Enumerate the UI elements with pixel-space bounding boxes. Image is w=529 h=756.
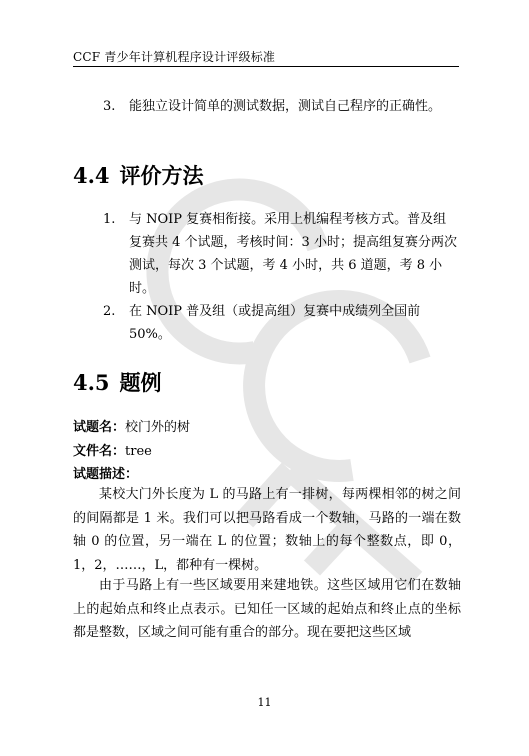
problem-name-value: 校门外的树 bbox=[125, 420, 191, 435]
list-text: 能独立设计简单的测试数据，测试自己程序的正确性。 bbox=[129, 99, 442, 114]
header-rule bbox=[73, 66, 459, 67]
section-number: 4.5 bbox=[73, 370, 110, 395]
list-number: 1. bbox=[103, 212, 116, 227]
section-title: 评价方法 bbox=[119, 163, 204, 188]
page-number: 11 bbox=[257, 696, 272, 709]
section-heading-4-5 bbox=[73, 367, 162, 397]
list-text: 在 NOIP 普及组（或提高组）复赛中成绩列全国前 50%。 bbox=[129, 304, 421, 342]
list-item bbox=[103, 208, 459, 300]
problem-name-label: 试题名： bbox=[73, 420, 126, 435]
section-number: 4.4 bbox=[73, 163, 110, 188]
running-header: CCF 青少年计算机程序设计评级标准 bbox=[73, 50, 276, 64]
list-item bbox=[103, 95, 459, 118]
section-title: 题例 bbox=[119, 370, 162, 395]
list-number: 3. bbox=[103, 99, 116, 114]
section-heading-4-4 bbox=[73, 160, 204, 190]
problem-name-field bbox=[73, 416, 190, 435]
file-name-label: 文件名： bbox=[73, 444, 126, 459]
description-label: 试题描述： bbox=[73, 467, 139, 482]
list-text: 与 NOIP 复赛相衔接。采用上机编程考核方式。普及组复赛共 4 个试题，考核时间：3 小时；提高组复赛分两次测试，每次 3 个试题，考 4 小时，共 6 道题，考 8 小时。 bbox=[129, 212, 457, 296]
description-field bbox=[73, 463, 138, 482]
list-number: 2. bbox=[103, 304, 116, 319]
file-name-value: tree bbox=[125, 444, 152, 459]
description-paragraph: 某校大门外长度为 L 的马路上有一排树，每两棵相邻的树之间的间隔都是 1 米。我们可以把马路看成一个数轴，马路的一端在数轴 0 的位置，另一端在 L 的位置；数轴上的每个整数点，即 0，1，2，……，L，都种有一棵树。 bbox=[73, 487, 461, 573]
description-paragraph: 由于马路上有一些区域要用来建地铁。这些区域用它们在数轴上的起始点和终止点表示。已知任一区域的起始点和终止点的坐标都是整数，区域之间可能有重合的部分。现在要把这些区域 bbox=[73, 578, 461, 640]
file-name-field bbox=[73, 440, 152, 459]
list-item bbox=[103, 300, 459, 346]
